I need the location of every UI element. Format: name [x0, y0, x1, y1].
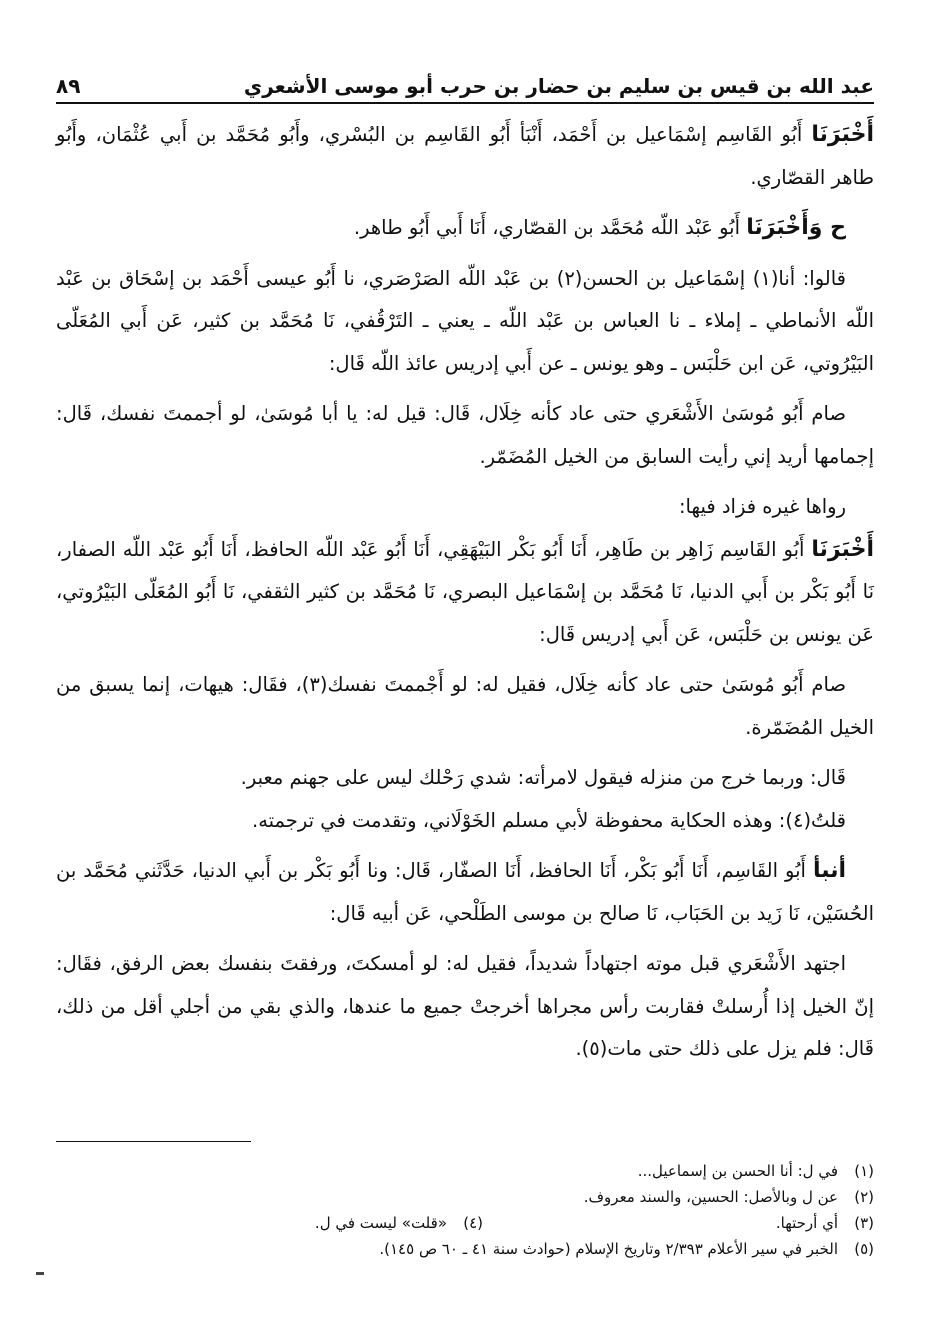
footnote-pair [56, 1210, 874, 1236]
paragraph: صام أَبُو مُوسَىٰ حتى عاد كأنه خِلَال، فقيل له: لو أَجْممتَ نفسك(٣)، فقَال: هيهات، إنما يسبق من الخيل المُضَمّرة. [56, 673, 874, 739]
chain-lead-word: أنبأ [812, 858, 846, 883]
footnote-text: عن ل وبالأصل: الحسين، والسند معروف. [583, 1188, 838, 1206]
page-number: ٨٩ [56, 74, 81, 98]
footnote-text: في ل: أنا الحسن بن إسماعيل... [637, 1162, 838, 1180]
paragraph-text: أَبُو القَاسِم زَاهِر بن طَاهِر، أَنَا أَبُو بَكْر البَيْهَقِي، أَنَا أَبُو عَبْد اللّه الحافظ، أَنَا أَبُو عَبْد اللّه الصفار، نَا أَبُو بَكْر بن أَبي الدنيا، نَا مُحَمَّد بن إسْمَاعيل البصري، نَا مُحَمَّد بن كثير الثقفي، نَا أَبُو المُعَلّى البَيْرُوتي، عَن يونس بن حَلْبَس، عَن أَبي إدريس قَال: [56, 537, 874, 646]
paragraph-text: أَبُو القَاسِم إسْمَاعيل بن أَحْمَد، أَنْبَأ أَبُو القَاسِم بن البُسْري، وأَبُو مُحَمَّد بن أَبي عُثْمَان، وأَبُو طاهر القصّاري. [56, 123, 874, 189]
chain-lead-word: أَخْبَرَنَا [811, 536, 874, 562]
paragraph: قالوا: أنا(١) إسْمَاعيل بن الحسن(٢) بن عَبْد اللّه الصَرْصَري، نا أَبُو عيسى أَحْمَد بن إسْحَاق بن عَبْد اللّه الأنماطي ـ إملاء ـ نا العباس بن عَبْد اللّه ـ يعني ـ التَرْقُفي، نَا مُحَمَّد بن كثير، عَن أَبي المُعَلّى البَيْرُوتي، عَن ابن حَلْبَس ـ وهو يونس ـ عن أَبي إدريس عائذ اللّه قَال: [56, 266, 874, 375]
paragraph: قلتُ(٤): وهذه الحكاية محفوظة لأبي مسلم الخَوْلَاني، وتقدمت في ترجمته. [252, 808, 846, 832]
footnote-separator [56, 1141, 251, 1142]
running-title: عبد الله بن قيس بن سليم بن حضار بن حرب أبو موسى الأشعري [243, 74, 874, 98]
chain-lead-word: ح وَأَخْبَرَنَا [746, 215, 846, 240]
footnote-text: أي أرحتها. [775, 1214, 838, 1232]
paragraph-text: أَبُو القَاسِم، أَنَا أَبُو بَكْر، أَنَا الحافظ، أَنَا الصفّار، قَال: ونا أَبُو بَكْر بن أَبي الدنيا، حَدَّثَني مُحَمَّد بن الحُسَيْن، نَا زَيد بن الحَبَاب، نَا صالح بن موسى الطَلْحي، عَن أبيه قَال: [56, 859, 874, 925]
book-page [56, 48, 874, 1318]
footnote-text: الخبر في سير الأعلام ٢/٣٩٣ وتاريخ الإسلام (حوادث سنة ٤١ ـ ٦٠ ص ١٤٥). [379, 1240, 838, 1258]
footnotes [56, 1158, 874, 1262]
paragraph [56, 850, 874, 935]
chain-lead-word: أَخْبَرَنَا [811, 122, 874, 147]
footnote [56, 1158, 874, 1184]
main-text [56, 114, 874, 1071]
paragraph: اجتهد الأَشْعَري قبل موته اجتهاداً شديداً، فقيل له: لو أمسكتَ، ورفقتَ بنفسك بعض الرفق، فقَال: إنّ الخيل إذا أُرسلتْ فقاربت رأس مجراها أخرجتْ جميع ما عندها، والذي بقي من أجلي أقل من ذلك، قَال: فلم يزل على ذلك حتى مات(٥). [56, 952, 874, 1060]
running-header [56, 58, 874, 104]
footnote-number: (٢) [854, 1188, 874, 1206]
paragraph-text: أَبُو عَبْد اللّه مُحَمَّد بن القصّاري، أَنَا أَبي أَبُو طاهر. [353, 216, 747, 239]
paragraph [56, 114, 874, 199]
footnote [56, 1184, 874, 1210]
footnote-text: «قلت» ليست في ل. [314, 1214, 447, 1232]
footnote [56, 1236, 874, 1262]
scan-mark [36, 1272, 44, 1275]
footnote-number: (٣) [854, 1214, 874, 1232]
paragraph: رواها غيره فزاد فيها: [678, 495, 846, 518]
footnote-number: (١) [854, 1162, 874, 1180]
paragraph [56, 207, 874, 250]
footnote-number: (٤) [463, 1214, 483, 1232]
footnote-number: (٥) [854, 1240, 874, 1258]
paragraph: صام أَبُو مُوسَىٰ الأَشْعَري حتى عاد كأنه خِلَال، قَال: قيل له: يا أبا مُوسَىٰ، لو أجممتَ نفسك، قَال: إجمامها أريد إني رأيت السابق من الخيل المُضَمّر. [56, 402, 874, 468]
paragraph: قَال: وربما خرج من منزله فيقول لامرأته: شدي رَحْلك ليس على جهنم معبر. [240, 766, 846, 789]
paragraph [56, 529, 874, 657]
